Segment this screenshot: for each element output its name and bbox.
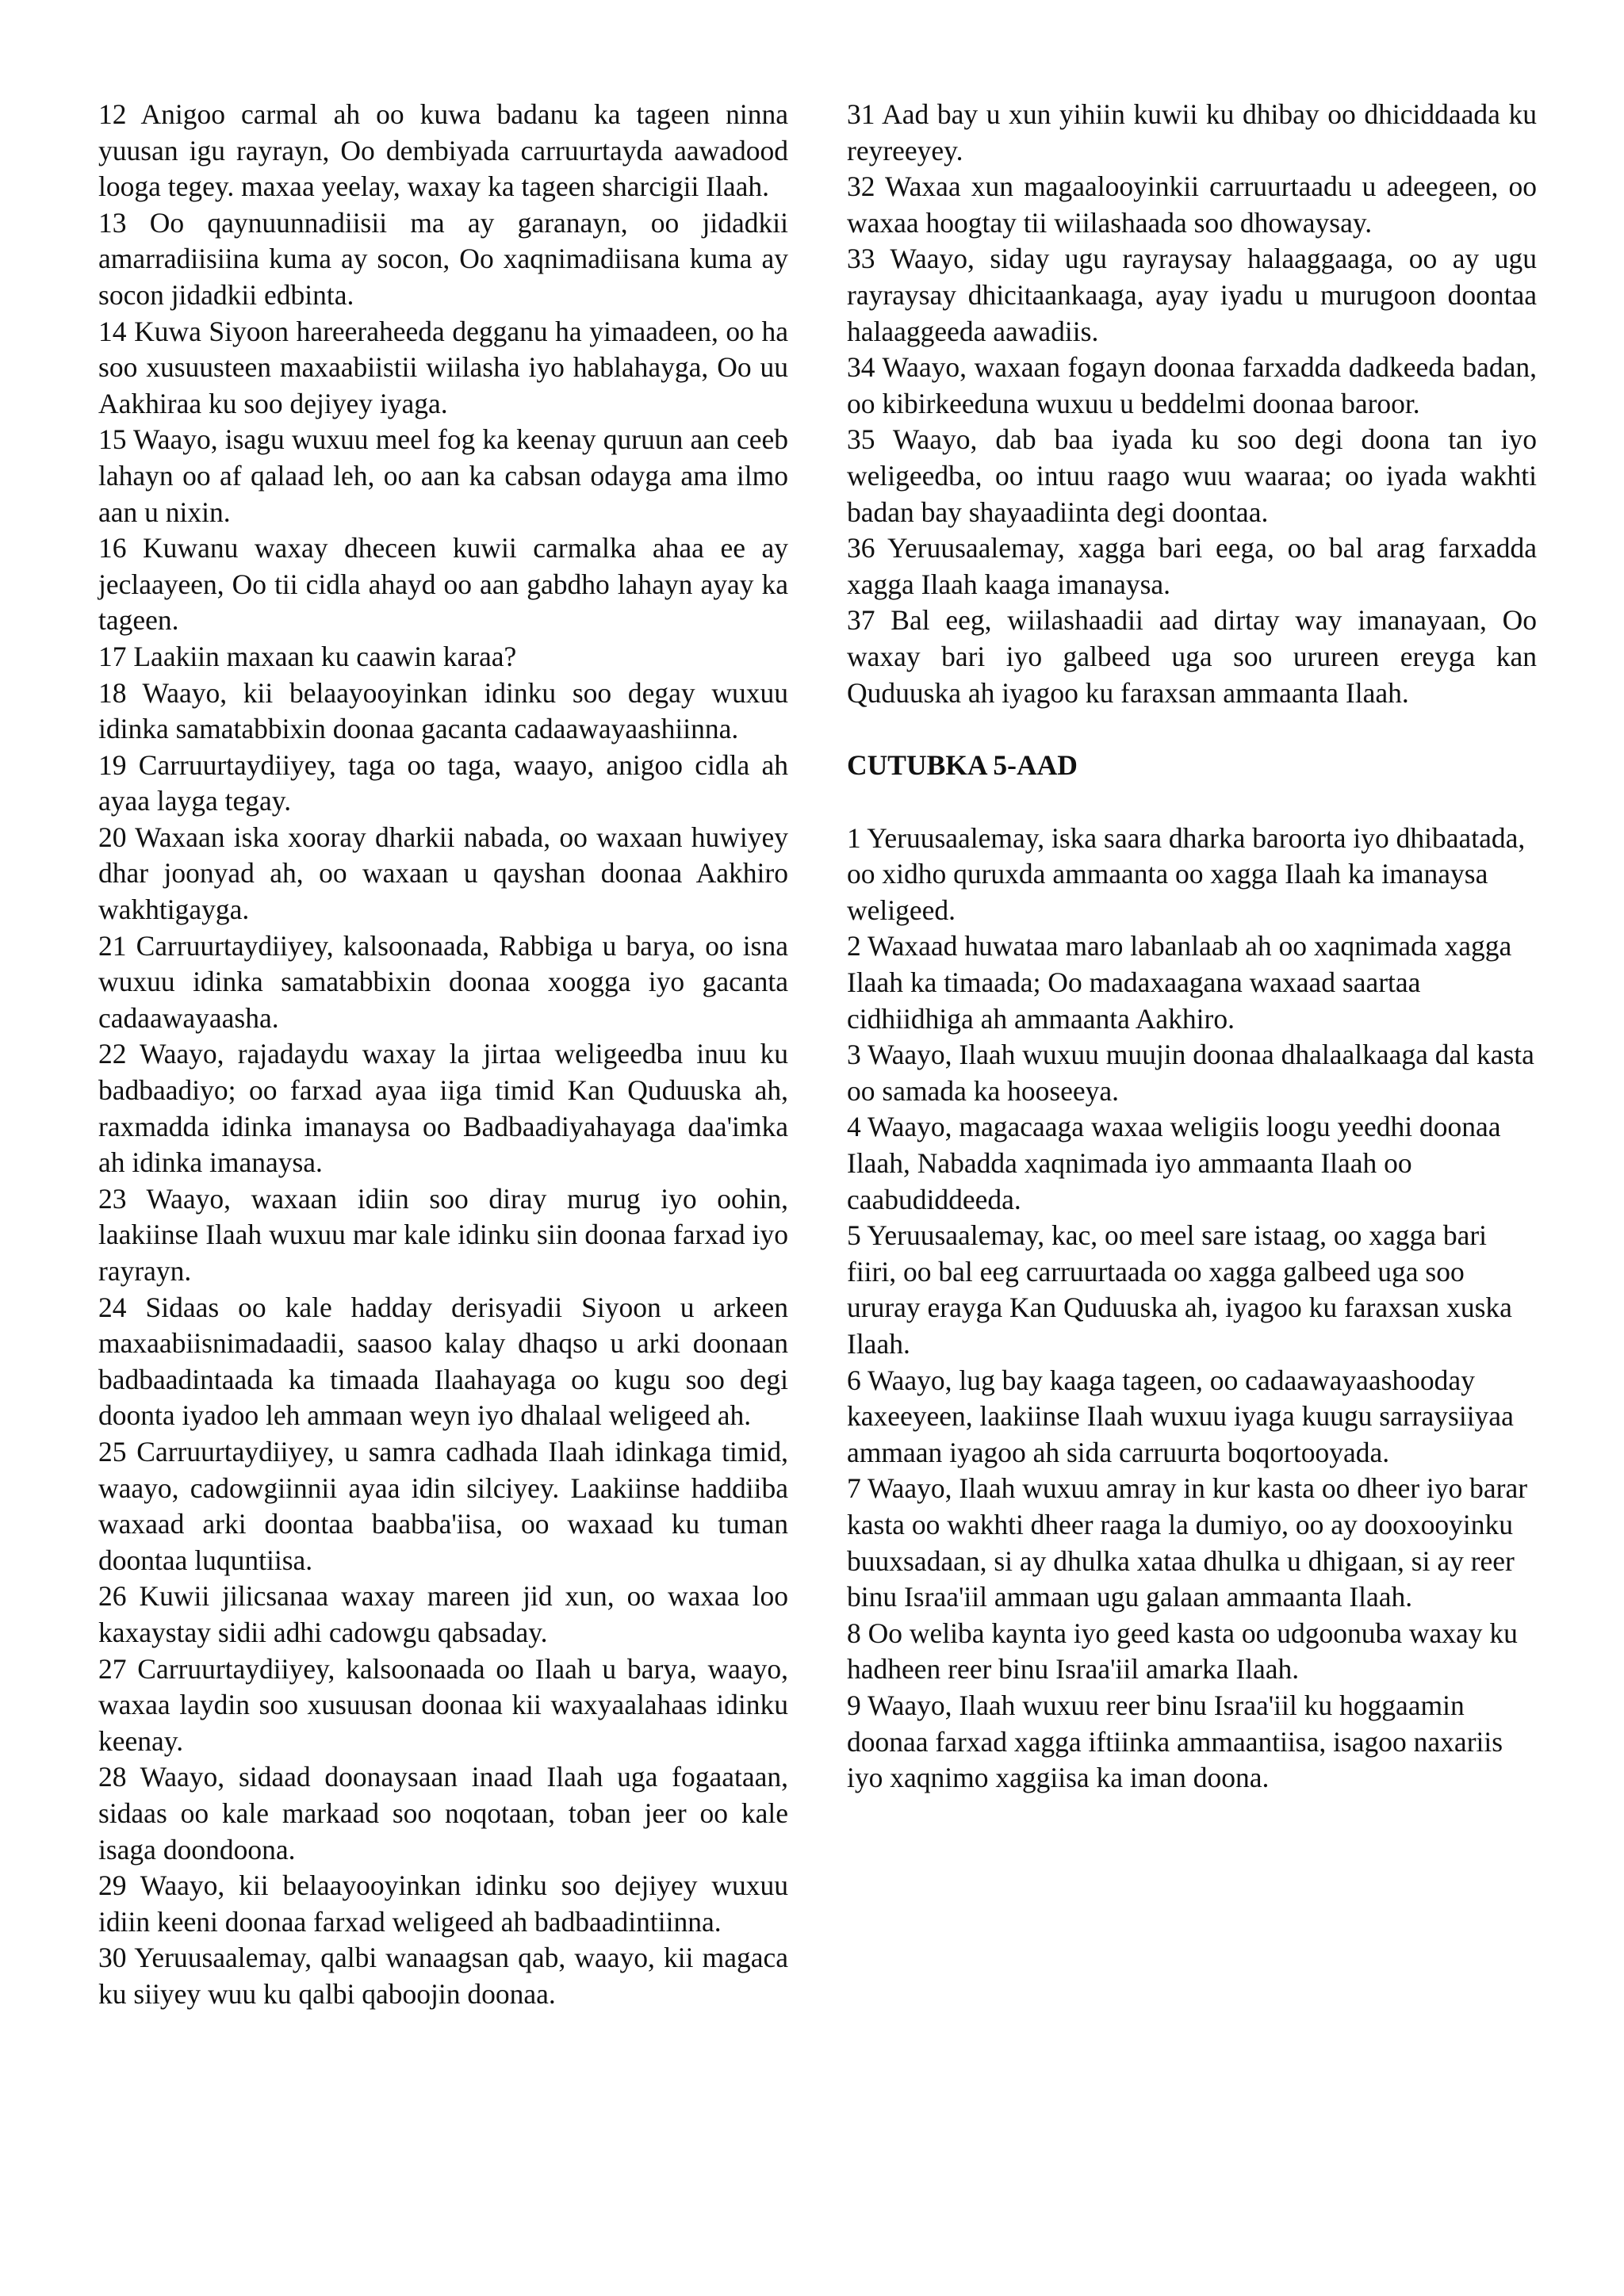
verse: 21 Carruurtaydiiyey, kalsoonaada, Rabbiga u barya, oo isna wuxuu idinka samatabbixin doonaa xoogga iyo gacanta cadaawayaasha. bbox=[98, 929, 788, 1034]
verse: 1 Yeruusaalemay, iska saara dharka baroorta iyo dhibaatada, oo xidho quruxda ammaanta oo xagga Ilaah ka imanaysa weligeed. bbox=[847, 821, 1526, 926]
verse: 2 Waxaad huwataa maro labanlaab ah oo xaqnimada xagga Ilaah ka timaada; Oo madaxaagana waxaad saartaa cidhiidhiga ah ammaanta Aakhiro. bbox=[847, 930, 1512, 1035]
verse: 3 Waayo, Ilaah wuxuu muujin doonaa dhalaalkaaga dal kasta oo samada ka hooseeya. bbox=[847, 1039, 1534, 1107]
verse: 25 Carruurtaydiiyey, u samra cadhada Ilaah idinkaga timid, waayo, cadowgiinnii ayaa idin silciyey. Laakiinse haddiiba waxaad arki doontaa baabba'iisa, oo waxaad ku tuman doontaa luquntiisa. bbox=[98, 1435, 788, 1576]
verse: 17 Laakiin maxaan ku caawin karaa? bbox=[98, 640, 517, 672]
verse: 15 Waayo, isagu wuxuu meel fog ka keenay quruun aan ceeb lahayn oo af qalaad leh, oo aan ka cabsan odayga ama ilmo aan u nixin. bbox=[98, 423, 788, 528]
verse: 9 Waayo, Ilaah wuxuu reer binu Israa'iil ku hoggaamin doonaa farxad xagga iftiinka ammaantiisa, isagoo naxariis iyo xaqnimo xaggiisa ka iman doona. bbox=[847, 1689, 1503, 1794]
verse: 28 Waayo, sidaad doonaysaan inaad Ilaah uga fogaataan, sidaas oo kale markaad soo noqotaan, toban jeer oo kale isaga doondoona. bbox=[98, 1761, 788, 1866]
verse: 30 Yeruusaalemay, qalbi wanaagsan qab, waayo, kii magaca ku siiyey wuu ku qalbi qaboojin doonaa. bbox=[98, 1942, 788, 2010]
verse: 12 Anigoo carmal ah oo kuwa badanu ka tageen ninna yuusan igu rayrayn, Oo dembiyada carruurtayda aawadood looga tegey. maxaa yeelay, waxay ka tageen sharcigii Ilaah. bbox=[98, 98, 788, 203]
verse: 29 Waayo, kii belaayooyinkan idinku soo dejiyey wuxuu idiin keeni doonaa farxad weligeed ah badbaadintiinna. bbox=[98, 1869, 788, 1938]
verse: 5 Yeruusaalemay, kac, oo meel sare istaag, oo xagga bari fiiri, oo bal eeg carruurtaada oo xagga galbeed uga soo ururay erayga Kan Quduuska ah, iyagoo ku faraxsan xuska Ilaah. bbox=[847, 1219, 1512, 1360]
verse: 35 Waayo, dab baa iyada ku soo degi doona tan iyo weligeedba, oo intuu raago wuu waaraa; oo iyada wakhti badan bay shayaadiinta degi doontaa. bbox=[847, 423, 1537, 528]
verse: 31 Aad bay u xun yihiin kuwii ku dhibay oo dhiciddaada ku reyreeyey. bbox=[847, 98, 1537, 166]
chapter-4-end bbox=[847, 97, 1537, 711]
verse: 22 Waayo, rajadaydu waxay la jirtaa weligeedba inuu ku badbaadiyo; oo farxad ayaa iiga timid Kan Quduuska ah, raxmadda idinka imanaysa oo Badbaadiyahayaga daa'imka ah idinka imanaysa. bbox=[98, 1038, 788, 1179]
verse: 26 Kuwii jilicsanaa waxay mareen jid xun, oo waxaa loo kaxaystay sidii adhi cadowgu qabsaday. bbox=[98, 1580, 788, 1648]
verse: 37 Bal eeg, wiilashaadii aad dirtay way imanayaan, Oo waxay bari iyo galbeed uga soo urureen ereyga kan Quduuska ah iyagoo ku faraxsan ammaanta Ilaah. bbox=[847, 604, 1537, 709]
verse: 13 Oo qaynuunnadiisii ma ay garanayn, oo jidadkii amarradiisiina kuma ay socon, Oo xaqnimadiisana kuma ay socon jidadkii edbinta. bbox=[98, 206, 788, 311]
right-column bbox=[847, 97, 1537, 1797]
verse: 6 Waayo, lug bay kaaga tageen, oo cadaawayaashooday kaxeeyeen, laakiinse Ilaah wuxuu iyaga kuugu sarraysiiyaa ammaan iyagoo ah sida carruurta boqortooyada. bbox=[847, 1364, 1514, 1468]
verse: 20 Waxaan iska xooray dharkii nabada, oo waxaan huwiyey dhar joonyad ah, oo waxaan u qayshan doonaa Aakhiro wakhtigayga. bbox=[98, 821, 788, 926]
verse: 8 Oo weliba kaynta iyo geed kasta oo udgoonuba waxay ku hadheen reer binu Israa'iil amarka Ilaah. bbox=[847, 1617, 1518, 1686]
chapter-5 bbox=[847, 821, 1537, 1797]
verse: 33 Waayo, siday ugu rayraysay halaaggaaga, oo ay ugu rayraysay dhicitaankaaga, ayay iyadu u murugoon doontaa halaaggeeda aawadiis. bbox=[847, 243, 1537, 347]
verse: 27 Carruurtaydiiyey, kalsoonaada oo Ilaah u barya, waayo, waxaa laydin soo xusuusan doonaa kii waxyaalahaas idinku keenay. bbox=[98, 1652, 788, 1757]
verse: 14 Kuwa Siyoon hareeraheeda degganu ha yimaadeen, oo ha soo xusuusteen maxaabiistii wiilasha iyo hablahayga, Oo uu Aakhiraa ku soo dejiyey iyaga. bbox=[98, 315, 788, 419]
left-column bbox=[98, 97, 788, 2012]
chapter-heading: CUTUBKA 5-AAD bbox=[847, 749, 1078, 782]
verse: 4 Waayo, magacaaga waxaa weligiis loogu yeedhi doonaa Ilaah, Nabadda xaqnimada iyo ammaanta Ilaah oo caabudiddeeda. bbox=[847, 1111, 1501, 1215]
verse: 23 Waayo, waxaan idiin soo diray murug iyo oohin, laakiinse Ilaah wuxuu mar kale idinku siin doonaa farxad iyo rayrayn. bbox=[98, 1182, 788, 1287]
verse: 18 Waayo, kii belaayooyinkan idinku soo degay wuxuu idinka samatabbixin doonaa gacanta cadaawayaashiinna. bbox=[98, 676, 788, 745]
verse: 7 Waayo, Ilaah wuxuu amray in kur kasta oo dheer iyo barar kasta oo wakhti dheer raaga la dumiyo, oo ay dooxooyinku buuxsadaan, si ay dhulka xataa dhulka u dhigaan, si ay reer binu Israa'iil ammaan ugu galaan ammaanta Ilaah. bbox=[847, 1472, 1528, 1613]
verse: 32 Waxaa xun magaalooyinkii carruurtaadu u adeegeen, oo waxaa hoogtay tii wiilashaada soo dhowaysay. bbox=[847, 170, 1537, 239]
verse: 36 Yeruusaalemay, xagga bari eega, oo bal arag farxadda xagga Ilaah kaaga imanaysa. bbox=[847, 532, 1537, 600]
verse: 34 Waayo, waxaan fogayn doonaa farxadda dadkeeda badan, oo kibirkeeduna wuxuu u beddelmi doonaa baroor. bbox=[847, 351, 1537, 419]
verse: 16 Kuwanu waxay dheceen kuwii carmalka ahaa ee ay jeclaayeen, Oo tii cidla ahayd oo aan gabdho lahayn ayay ka tageen. bbox=[98, 532, 788, 637]
verse: 19 Carruurtaydiiyey, taga oo taga, waayo, anigoo cidla ah ayaa layga tegay. bbox=[98, 748, 788, 817]
verse: 24 Sidaas oo kale hadday derisyadii Siyoon u arkeen maxaabiisnimadaadii, saasoo kalay dhaqso u arki doonaan badbaadintaada ka timaada Ilaahayaga oo kugu soo degi doonta iyadoo leh ammaan weyn iyo dhalaal weligeed ah. bbox=[98, 1291, 788, 1432]
